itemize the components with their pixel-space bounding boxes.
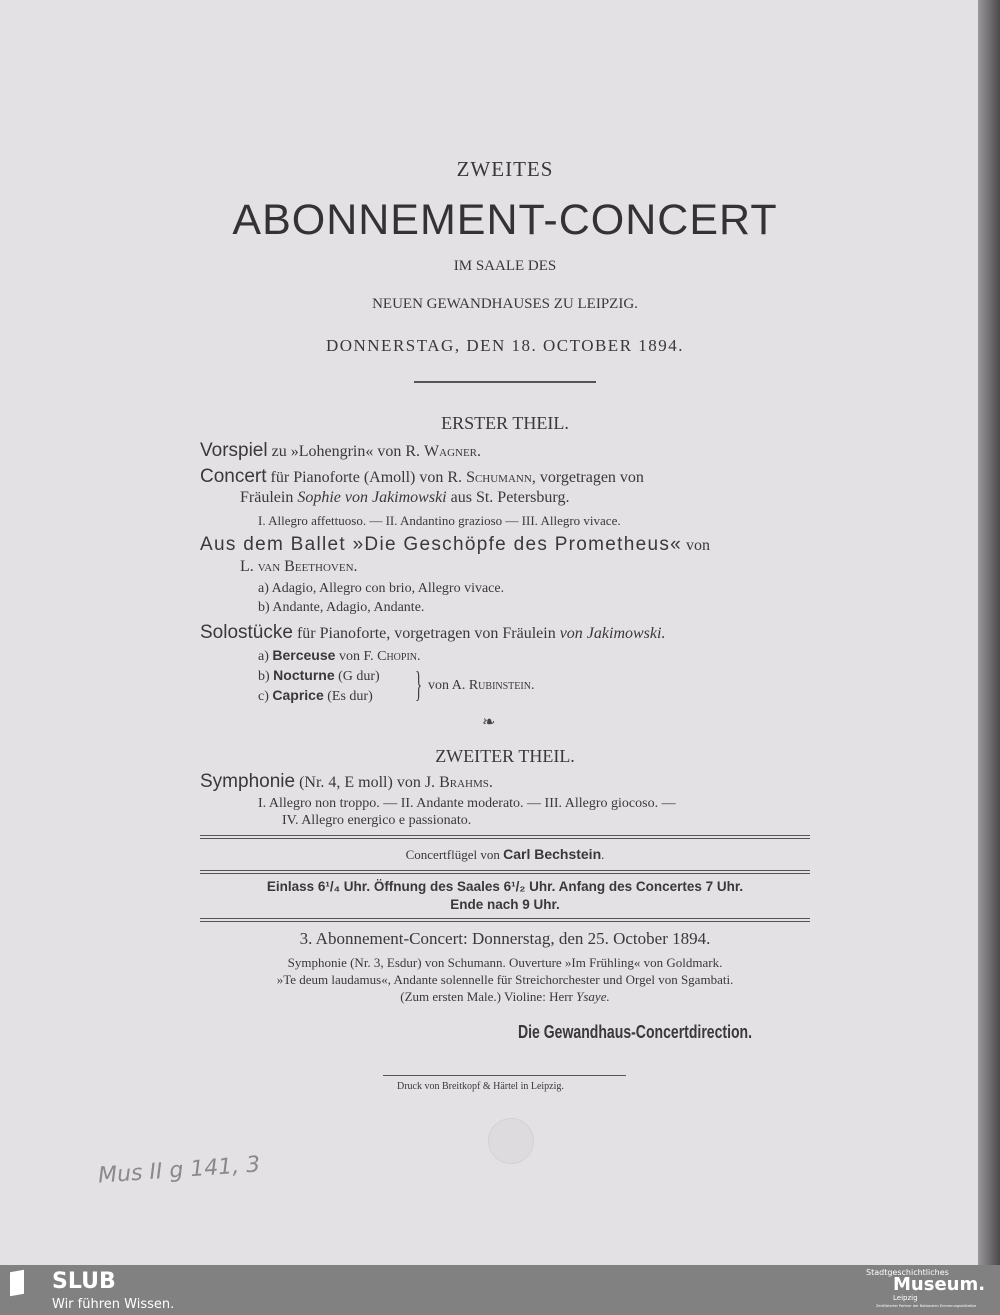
program-item-wagner: Vorspiel zu »Lohengrin« von R. Wagner.: [200, 440, 482, 461]
double-rule: [200, 870, 810, 874]
program-item-solo: Solostücke für Pianoforte, vorgetragen von Fräulein von Jakimowski.: [200, 622, 666, 643]
brahms-movements-1: I. Allegro non troppo. — II. Andante moderato. — III. Allegro giocoso. —: [258, 796, 676, 811]
slub-tagline: Wir führen Wissen.: [52, 1297, 175, 1312]
museum-city: Leipzig: [893, 1294, 918, 1302]
divider: [383, 1075, 626, 1076]
brace: }: [415, 664, 423, 704]
program-item-brahms: Symphonie (Nr. 4, E moll) von J. Brahms.: [200, 771, 493, 792]
times-line-1: Einlass 6¹/₄ Uhr. Öffnung des Saales 6¹/₂ Uhr. Anfang des Concertes 7 Uhr.: [266, 879, 744, 894]
slub-logo[interactable]: SLUB: [52, 1269, 116, 1294]
solo-a: a) Berceuse von F. Chopin.: [258, 647, 421, 664]
concert-date: DONNERSTAG, DEN 18. OCTOBER 1894.: [325, 336, 685, 355]
embossed-stamp: [488, 1118, 534, 1164]
next-concert-line-1: Symphonie (Nr. 3, Esdur) von Schumann. Ouverture »Im Frühling« von Goldmark.: [287, 955, 723, 970]
double-rule: [200, 835, 810, 839]
ornament-icon: ❧: [482, 714, 496, 731]
piano-credit: Concertflügel von Carl Bechstein.: [405, 846, 605, 862]
page-edge: [978, 0, 1000, 1265]
beethoven-b: b) Andante, Adagio, Andante.: [258, 600, 425, 615]
solo-c: c) Caprice (Es dur): [258, 687, 373, 704]
next-concert-line-3: (Zum ersten Male.) Violine: Herr Ysaye.: [400, 989, 610, 1004]
header-sub1: IM SAALE DES: [453, 258, 557, 274]
printer-credit: Druck von Breitkopf & Härtel in Leipzig.: [397, 1081, 564, 1092]
next-concert-line-2: »Te deum laudamus«, Andante solennelle für Streichorchester und Orgel von Sgambati.: [276, 972, 734, 987]
museum-note: Zertifizierter Partner der Nationalen Erinnerungsinitiative: [876, 1304, 977, 1308]
schumann-movements: I. Allegro affettuoso. — II. Andantino grazioso — III. Allegro vivace.: [258, 513, 621, 528]
program-item-beethoven: Aus dem Ballet »Die Geschöpfe des Prometheus« von: [200, 534, 711, 555]
shelfmark-handwritten: Mus II g 141, 3: [97, 1152, 261, 1189]
solo-bc-composer: von A. Rubinstein.: [428, 678, 535, 693]
museum-pre: Stadtgeschichtliches: [866, 1268, 949, 1277]
brahms-movements-2: IV. Allegro energico e passionato.: [282, 813, 472, 828]
beethoven-a: a) Adagio, Allegro con brio, Allegro vivace.: [258, 581, 505, 596]
divider: [414, 381, 596, 383]
times-line-2: Ende nach 9 Uhr.: [450, 897, 560, 912]
beethoven-composer: L. van Beethoven.: [240, 558, 358, 575]
schumann-soloist: Fräulein Sophie von Jakimowski aus St. Petersburg.: [240, 489, 570, 506]
program-item-schumann: Concert für Pianoforte (Amoll) von R. Schumann, vorgetragen von: [200, 466, 644, 487]
part1-heading: ERSTER THEIL.: [441, 413, 569, 433]
solo-b: b) Nocturne (G dur): [258, 667, 380, 684]
part2-heading: ZWEITER THEIL.: [435, 746, 575, 766]
slub-logo-icon: [10, 1270, 24, 1296]
next-concert-heading: 3. Abonnement-Concert: Donnerstag, den 25. October 1894.: [299, 929, 711, 948]
header-pre: ZWEITES: [456, 157, 554, 181]
double-rule: [200, 918, 810, 922]
header-sub2: NEUEN GEWANDHAUSES ZU LEIPZIG.: [372, 296, 638, 312]
footer-bar: [0, 1265, 1000, 1315]
signature: Die Gewandhaus-Concertdirection.: [518, 1022, 753, 1042]
museum-logo[interactable]: Museum.: [893, 1274, 986, 1295]
page-title: ABONNEMENT-CONCERT: [232, 196, 778, 244]
